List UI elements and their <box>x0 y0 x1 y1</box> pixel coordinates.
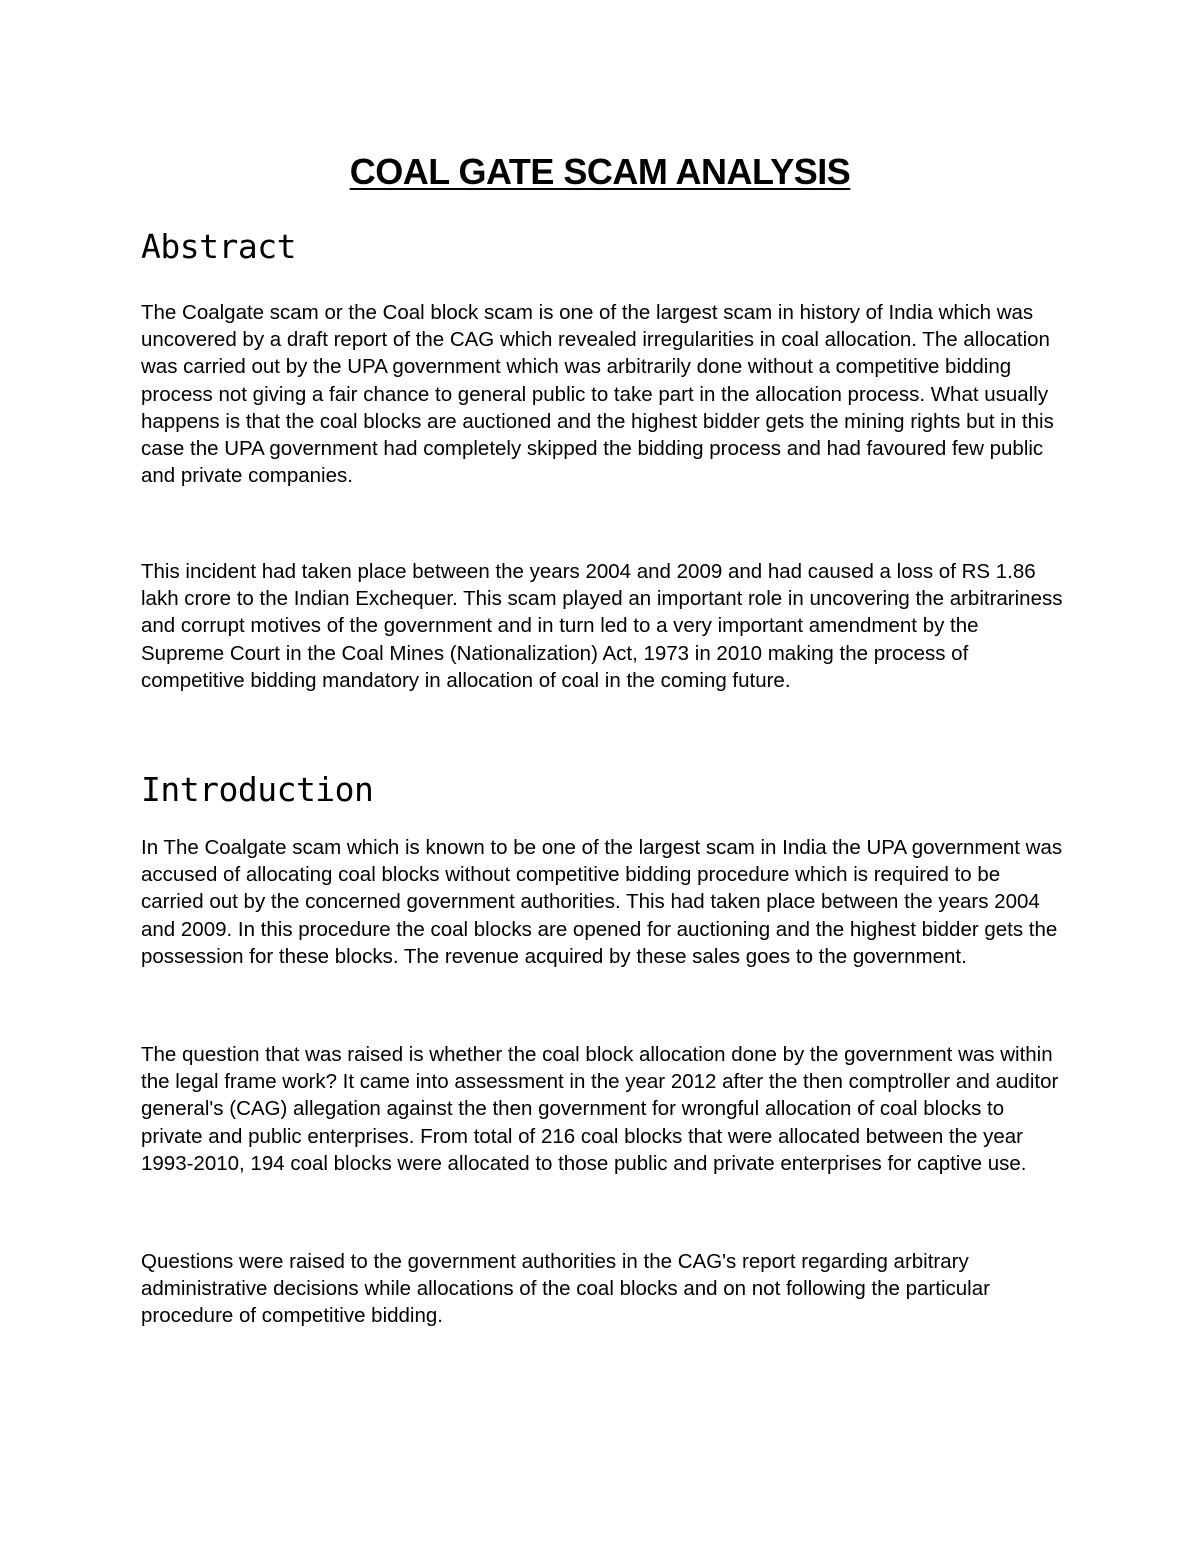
abstract-paragraph-2: This incident had taken place between the years 2004 and 2009 and had caused a loss of RS 1.86 lakh crore to the Indian Exchequer. This scam played an important role in uncovering the arbitrariness and corrupt motives of the government and in turn led to a very important amendment by the Supreme Court in the Coal Mines (Nationalization) Act, 1973 in 2010 making the process of competitive bidding mandatory in allocation of coal in the coming future. <box>141 560 1063 692</box>
abstract-paragraph-1: The Coalgate scam or the Coal block scam is one of the largest scam in history of India which was uncovered by a draft report of the CAG which revealed irregularities in coal allocation. The allocation was carried out by the UPA government which was arbitrarily done without a competitive bidding process not giving a fair chance to general public to take part in the allocation process. What usually happens is that the coal blocks are auctioned and the highest bidder gets the mining rights but in this case the UPA government had completely skipped the bidding process and had favoured few public and private companies. <box>141 301 1054 488</box>
introduction-paragraph-2: The question that was raised is whether the coal block allocation done by the government was within the legal frame work? It came into assessment in the year 2012 after the then comptroller and auditor general's (CAG) allegation against the then government for wrongful allocation of coal blocks to private and public enterprises. From total of 216 coal blocks that were allocated between the year 1993-2010, 194 coal blocks were allocated to those public and private enterprises for captive use. <box>141 1043 1059 1175</box>
introduction-paragraph-1: In The Coalgate scam which is known to be one of the largest scam in India the UPA government was accused of allocating coal blocks without competitive bidding procedure which is required to be carried out by the concerned government authorities. This had taken place between the years 2004 and 2009. In this procedure the coal blocks are opened for auctioning and the highest bidder gets the possession for these blocks. The revenue acquired by these sales goes to the government. <box>141 836 1063 968</box>
introduction-paragraph-3: Questions were raised to the government authorities in the CAG's report regarding arbitrary administrative decisions while allocations of the coal blocks and on not following the particular procedure of competitive bidding. <box>141 1250 990 1328</box>
introduction-heading: Introduction <box>141 770 374 809</box>
document-title: COAL GATE SCAM ANALYSIS <box>349 151 851 192</box>
abstract-heading: Abstract <box>141 227 296 266</box>
